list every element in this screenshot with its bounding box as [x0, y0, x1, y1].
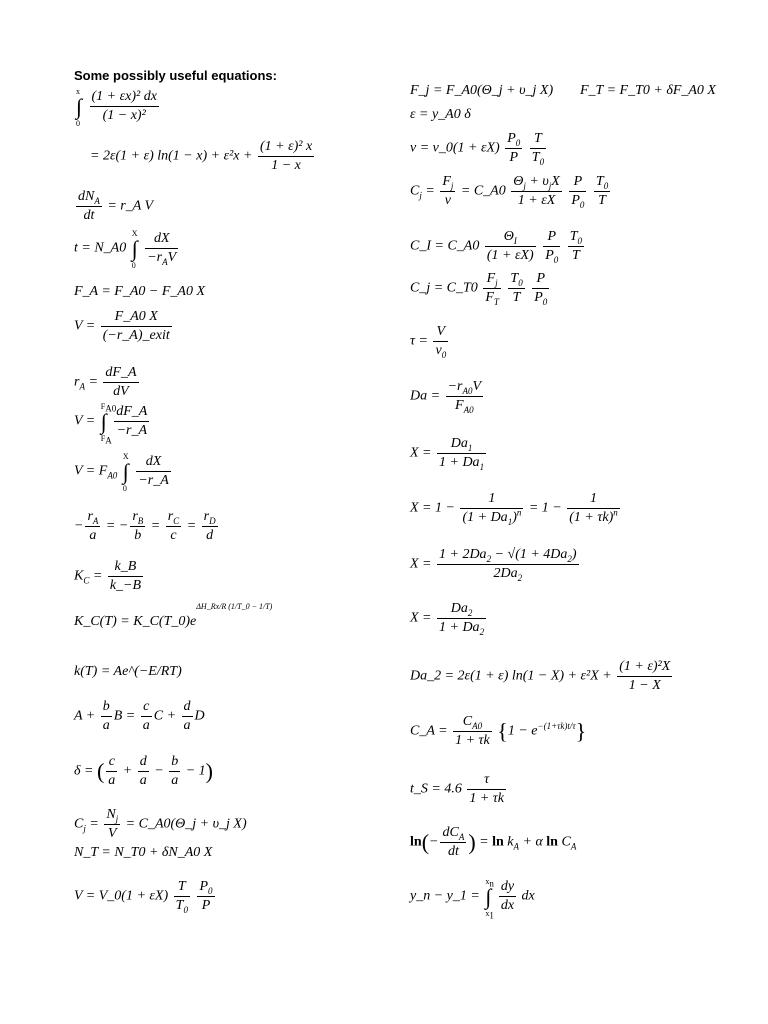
equation-steady-state-time: t_S = 4.6 $\frac{\tau}{1 + \tau k}$	[410, 772, 505, 806]
page-heading: Some possibly useful equations:	[74, 68, 277, 83]
equation-pfr-volume-fa: V = ∫ $F_{A0}$ $F_A$ $\frac{dF\_A}{-r\_A}$	[74, 401, 148, 446]
equation-mole-balance: $\frac{dN_A}{dt}$ = r_A V	[78, 189, 154, 223]
equation-cstr-volume: V = $\frac{F\_A0 X}{\text{(−r\_A)\_exit}}$	[74, 309, 170, 343]
equation-vant-hoff: K_C(T) = $K\_C(T\_0)e^{\Delta H\_Rx/R (1/T\_0 - 1/T)}$	[74, 602, 273, 629]
equation-delta: δ = ( $\frac{c}{a}$ + $\frac{d}{a}$ − $\frac{b}{a}$ − 1)	[74, 754, 213, 788]
equation-rate-differential: $r_A$ = $\frac{dF\_A}{dV}$	[74, 365, 137, 399]
equation-conversion-first-order: X = $\frac{Da_1}{1 + Da_1}$	[410, 436, 485, 472]
equation-gas-volume: V = V_0(1 + εX) $\frac{T}{T_0}$ $\frac{P_0}{P}$	[74, 879, 213, 915]
equation-numerical-integration: y_n − y_1 = ∫ $x_n$ $x_1$ $\frac{dy}{dx}$ dx	[410, 876, 535, 921]
equation-volumetric-flow: ν = ν_0(1 + εX) $\frac{P_0}{P}$ $\frac{T}{T_0}$	[410, 131, 545, 167]
equation-concentration-flow: $C_j$ = $\frac{F_j}{\nu}$ = C_A0 $\frac{\Theta_j + \upsilon_jX}{1 + \varepsilon X}$ $\frac{P}{P_0}$ $\frac{T_0}{T}$	[410, 174, 609, 210]
equation-differential-analysis: ln(− $\frac{dC_A}{dt}$ ) = $\ln k_A + \alpha$ $\ln C_A$	[410, 825, 577, 859]
equation-epsilon: ε = y_A0 δ	[410, 107, 471, 122]
equation-inert-concentration: C_I = C_A0 $\frac{\Theta_I}{(1 + \varepsilon X)}$ $\frac{P}{P_0}$ $\frac{T_0}{T}$	[410, 229, 583, 265]
equation-conversion-second-order-pfr: X = $\frac{Da_2}{1 + Da_2}$	[410, 601, 485, 637]
equation-relative-rates: − $\frac{r_A}{a}$ = − $\frac{r_B}{b}$ = $\frac{r_C}{c}$ = $\frac{r_D}{d}$	[74, 509, 216, 543]
equation-integral-lhs: ∫ x 0 $\frac{\text{(1 + εx)² dx}}{\text{(1 − x)²}}$	[75, 86, 157, 128]
equation-conversion-second-order: X = $\frac{1 + 2Da_2 - √(1 + 4Da_2)}{2Da_2}$	[410, 547, 577, 583]
equation-damkohler: Da = $\frac{-r_{A0}V}{F_{A0}}$	[410, 379, 482, 415]
equation-concentration-total: C_j = C_T0 $\frac{F_j}{F_T}$ $\frac{T_0}{T}$ $\frac{P}{P_0}$	[410, 271, 548, 307]
equation-total-flow: F_T = F_T0 + δF_A0 X	[580, 83, 716, 98]
equation-batch-time: t = N_A0 ∫ X 0 $\frac{dX}{-r_AV}$	[74, 228, 177, 270]
equation-concentration-batch: $C_j$ = $\frac{N_j}{V}$ = C_A0(Θ_j + υ_j X)	[74, 807, 247, 841]
equation-molar-flow: F_A = F_A0 − F_A0 X	[74, 284, 206, 299]
equation-conversion-series: X = 1 − $\frac{1}{(1 + Da_1)^n}$ = 1 − $\frac{1}{(1 + \tau k)^n}$	[410, 491, 618, 527]
equation-total-moles: N_T = N_T0 + δN_A0 X	[74, 845, 213, 860]
equation-space-time: τ = $\frac{V}{\nu_0}$	[410, 324, 447, 360]
equation-arrhenius: k(T) = Ae^(−E/RT)	[74, 664, 182, 679]
equation-stoichiometry: A + $\frac{b}{a}$ B = $\frac{c}{a}$ C + $\frac{d}{a}$ D	[74, 699, 205, 733]
equation-cstr-startup: C_A = $\frac{C_{A0}}{1 + \tau k}$ $\{1 - e^{-(1+\tau k)t/\tau}\}$	[410, 714, 587, 748]
equation-species-flow: F_j = F_A0(Θ_j + υ_j X)	[410, 83, 554, 98]
equation-pfr-volume-x: $V = F_{A0}$ ∫ X 0 $\frac{dX}{-r\_A}$	[74, 451, 169, 493]
equation-damkohler-second-order: Da_2 = 2ε(1 + ε) ln(1 − X) + ε²X + $\frac{\text{(1 + ε)²X}}{1 - X}$	[410, 659, 671, 693]
equation-integral-rhs: = 2ε(1 + ε) ln(1 − x) + ε²x + $\frac{\text{(1 + ε)² x}}{1 - x}$	[90, 139, 313, 173]
equation-equilibrium-constant: $K_C$ = $\frac{k\_B}{k\_-B}$	[74, 559, 142, 593]
